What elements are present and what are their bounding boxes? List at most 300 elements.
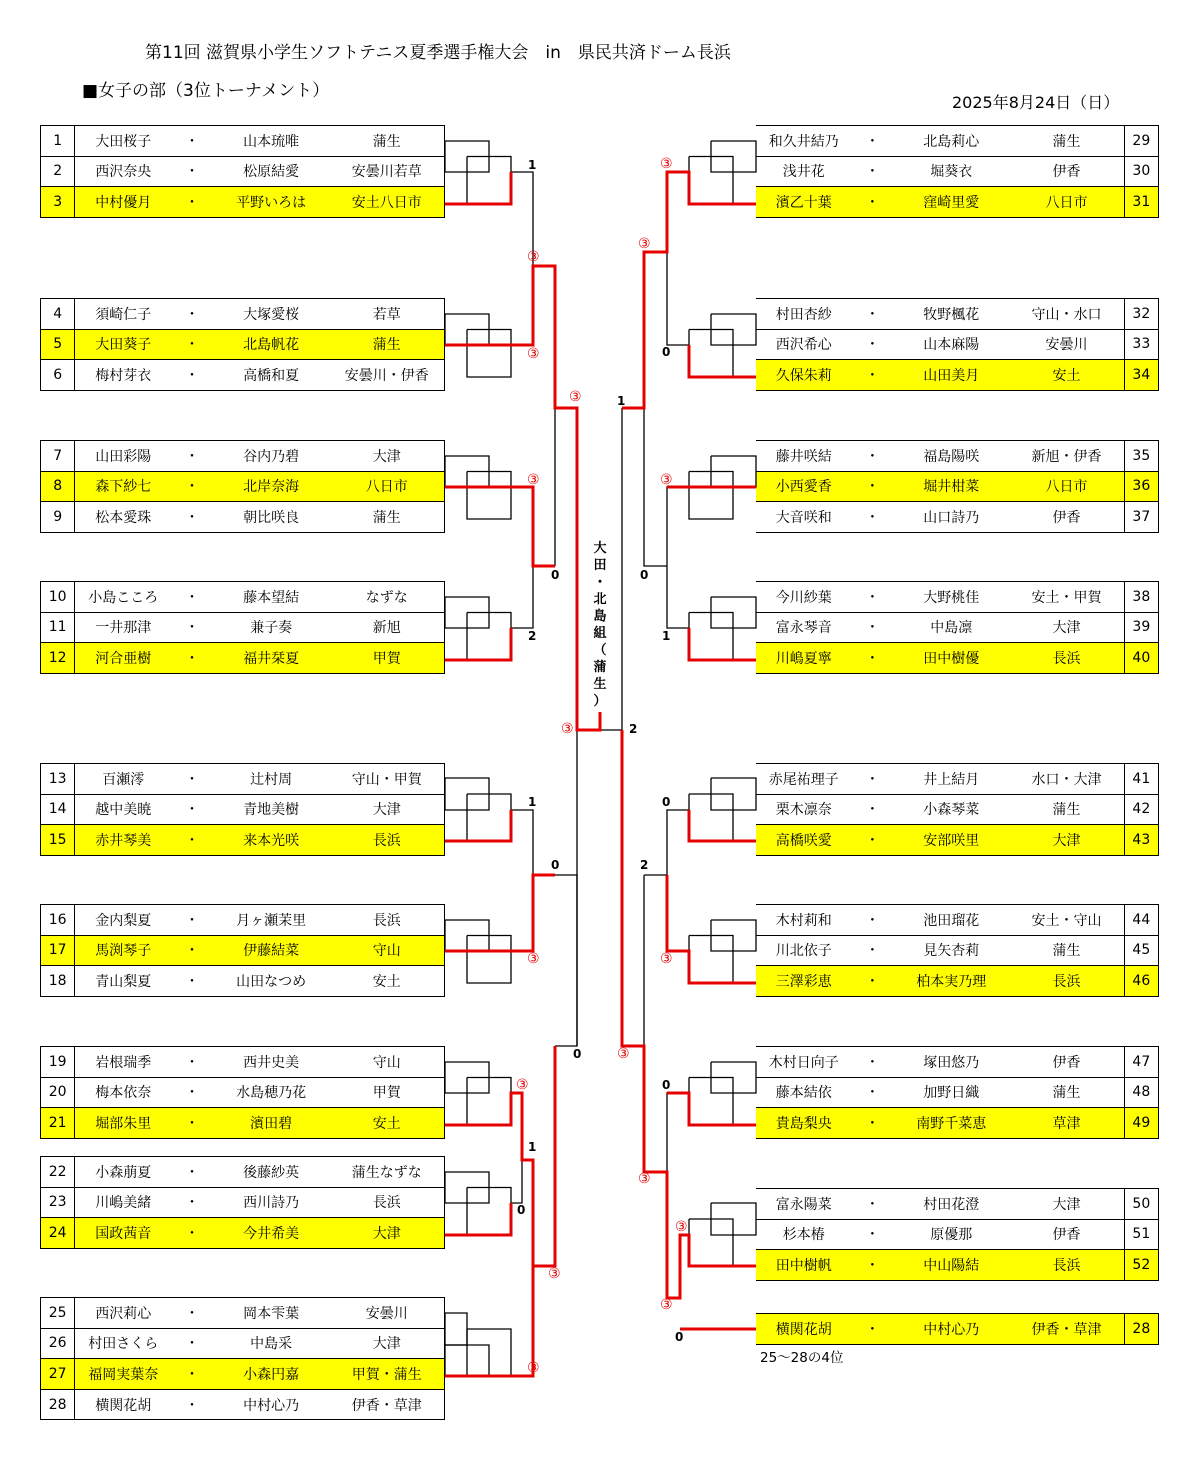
team-name: 長浜 bbox=[329, 825, 444, 856]
team-name: 長浜 bbox=[329, 905, 444, 936]
player-1: 赤尾祐理子 bbox=[756, 764, 852, 795]
player-2: 見矢杏莉 bbox=[893, 935, 1009, 966]
entry-number: 2 bbox=[41, 156, 75, 187]
player-1: 和久井結乃 bbox=[756, 126, 852, 157]
team-name: 八日市 bbox=[1009, 471, 1124, 502]
player-1: 川嶋夏寧 bbox=[756, 643, 852, 674]
bracket-line bbox=[445, 172, 511, 204]
player-1: 梅村芽衣 bbox=[75, 360, 171, 391]
bracket-line bbox=[511, 810, 533, 875]
separator: ・ bbox=[171, 502, 213, 533]
entry-number: 16 bbox=[41, 905, 75, 936]
score-circled: ③ bbox=[516, 1077, 529, 1093]
champion-char: 組 bbox=[593, 626, 607, 641]
player-2: 原優那 bbox=[893, 1219, 1009, 1250]
team-name: 安曇川 bbox=[329, 1298, 444, 1329]
bracket-line bbox=[445, 810, 511, 841]
separator: ・ bbox=[852, 1108, 894, 1139]
entry-number: 20 bbox=[41, 1077, 75, 1108]
score-label: 1 bbox=[528, 795, 537, 809]
separator: ・ bbox=[852, 126, 894, 157]
player-2: 小森琴菜 bbox=[893, 794, 1009, 825]
player-2: 今井希美 bbox=[213, 1218, 330, 1249]
team-name: 長浜 bbox=[1009, 966, 1124, 997]
team-name: 蒲生 bbox=[1009, 1077, 1124, 1108]
separator: ・ bbox=[171, 329, 213, 360]
team-name: 八日市 bbox=[1009, 187, 1124, 218]
player-2: 中山陽結 bbox=[893, 1250, 1009, 1281]
player-2: 窪崎里愛 bbox=[893, 187, 1009, 218]
player-2: 月ヶ瀬茉里 bbox=[213, 905, 330, 936]
separator: ・ bbox=[171, 1298, 213, 1329]
score-label: 2 bbox=[640, 858, 649, 872]
separator: ・ bbox=[852, 329, 894, 360]
team-name: 安曇川若草 bbox=[329, 156, 444, 187]
score-label: 1 bbox=[528, 1140, 537, 1154]
player-1: 小森萠夏 bbox=[75, 1157, 171, 1188]
score-label: 0 bbox=[517, 1203, 526, 1217]
team-name: 大津 bbox=[329, 1218, 444, 1249]
champion-char: ） bbox=[593, 694, 607, 709]
score-label: 0 bbox=[662, 795, 671, 809]
player-1: 百瀬澪 bbox=[75, 764, 171, 795]
player-2: 安部咲里 bbox=[893, 825, 1009, 856]
separator: ・ bbox=[171, 582, 213, 613]
separator: ・ bbox=[171, 966, 213, 997]
score-circled: ③ bbox=[548, 1266, 561, 1282]
separator: ・ bbox=[852, 1189, 894, 1220]
team-name: 甲賀・蒲生 bbox=[329, 1359, 444, 1390]
player-1: 高橋咲愛 bbox=[756, 825, 852, 856]
separator: ・ bbox=[171, 471, 213, 502]
entry-number: 10 bbox=[41, 582, 75, 613]
player-1: 森下紗七 bbox=[75, 471, 171, 502]
player-1: 福岡実葉奈 bbox=[75, 1359, 171, 1390]
entry-number: 14 bbox=[41, 794, 75, 825]
event-date: 2025年8月24日（日） bbox=[952, 93, 1120, 112]
separator: ・ bbox=[171, 825, 213, 856]
player-2: 塚田悠乃 bbox=[893, 1047, 1009, 1078]
score-label: 1 bbox=[528, 158, 537, 172]
player-2: 北島莉心 bbox=[893, 126, 1009, 157]
team-name: 伊香 bbox=[1009, 1047, 1124, 1078]
bracket-line bbox=[667, 1093, 689, 1172]
separator: ・ bbox=[171, 794, 213, 825]
bracket-line bbox=[644, 810, 689, 875]
entry-number: 39 bbox=[1124, 612, 1158, 643]
entry-number: 22 bbox=[41, 1157, 75, 1188]
separator: ・ bbox=[852, 966, 894, 997]
separator: ・ bbox=[852, 1047, 894, 1078]
separator: ・ bbox=[171, 1157, 213, 1188]
player-2: 南野千菜恵 bbox=[893, 1108, 1009, 1139]
score-circled: ③ bbox=[660, 156, 673, 172]
separator: ・ bbox=[852, 1077, 894, 1108]
entry-number: 29 bbox=[1124, 126, 1158, 157]
separator: ・ bbox=[852, 612, 894, 643]
player-2: 柏本実乃理 bbox=[893, 966, 1009, 997]
separator: ・ bbox=[171, 764, 213, 795]
entry-number: 15 bbox=[41, 825, 75, 856]
player-1: 河合亜樹 bbox=[75, 643, 171, 674]
team-name: 蒲生 bbox=[1009, 126, 1124, 157]
team-name: なずな bbox=[329, 582, 444, 613]
entry-number: 38 bbox=[1124, 582, 1158, 613]
player-2: 後藤紗英 bbox=[213, 1157, 330, 1188]
player-2: 高橋和夏 bbox=[213, 360, 330, 391]
player-2: 井上結月 bbox=[893, 764, 1009, 795]
entry-number: 28 bbox=[41, 1389, 75, 1420]
entry-number: 8 bbox=[41, 471, 75, 502]
player-1: 須崎仁子 bbox=[75, 299, 171, 330]
bracket-line bbox=[555, 730, 577, 1046]
entry-number: 24 bbox=[41, 1218, 75, 1249]
entry-number: 11 bbox=[41, 612, 75, 643]
team-name: 新旭 bbox=[329, 612, 444, 643]
separator: ・ bbox=[852, 643, 894, 674]
score-label: 0 bbox=[573, 1047, 582, 1061]
player-2: 池田瑠花 bbox=[893, 905, 1009, 936]
champion-char: （ bbox=[593, 643, 607, 658]
team-name: 守山 bbox=[329, 935, 444, 966]
separator: ・ bbox=[171, 935, 213, 966]
player-2: 田中樹優 bbox=[893, 643, 1009, 674]
player-1: 栗木凛奈 bbox=[756, 794, 852, 825]
entry-number: 33 bbox=[1124, 329, 1158, 360]
entry-number: 13 bbox=[41, 764, 75, 795]
bracket-line bbox=[533, 487, 555, 566]
team-name: 大津 bbox=[329, 441, 444, 472]
bracket-line bbox=[445, 1313, 467, 1345]
team-name: 大津 bbox=[1009, 1189, 1124, 1220]
team-name: 大津 bbox=[1009, 612, 1124, 643]
player-1: 富永琴音 bbox=[756, 612, 852, 643]
bracket-line bbox=[445, 1046, 555, 1266]
score-label: 0 bbox=[551, 858, 560, 872]
entry-number: 37 bbox=[1124, 502, 1158, 533]
separator: ・ bbox=[852, 360, 894, 391]
separator: ・ bbox=[171, 441, 213, 472]
entry-number: 27 bbox=[41, 1359, 75, 1390]
separator: ・ bbox=[171, 905, 213, 936]
entry-number: 5 bbox=[41, 329, 75, 360]
player-1: 久保朱莉 bbox=[756, 360, 852, 391]
player-2: 福井栞夏 bbox=[213, 643, 330, 674]
score-circled: ③ bbox=[660, 951, 673, 967]
entry-number: 3 bbox=[41, 187, 75, 218]
score-circled: ③ bbox=[660, 1297, 673, 1313]
player-1: 中村優月 bbox=[75, 187, 171, 218]
player-1: 川嶋美緒 bbox=[75, 1187, 171, 1218]
player-2: 伊藤結菜 bbox=[213, 935, 330, 966]
team-name: 安曇川・伊香 bbox=[329, 360, 444, 391]
entry-number: 43 bbox=[1124, 825, 1158, 856]
bracket-line bbox=[667, 487, 689, 566]
entry-number: 31 bbox=[1124, 187, 1158, 218]
entry-number: 28 bbox=[1124, 1314, 1158, 1345]
player-2: 藤本望結 bbox=[213, 582, 330, 613]
separator: ・ bbox=[852, 156, 894, 187]
score-label: 2 bbox=[528, 629, 537, 643]
separator: ・ bbox=[171, 1328, 213, 1359]
entry-number: 9 bbox=[41, 502, 75, 533]
champion-char: 島 bbox=[593, 609, 607, 624]
score-circled: ③ bbox=[617, 1046, 630, 1062]
player-1: 西沢奈央 bbox=[75, 156, 171, 187]
team-name: 若草 bbox=[329, 299, 444, 330]
player-2: 福島陽咲 bbox=[893, 441, 1009, 472]
player-1: 梅本依奈 bbox=[75, 1077, 171, 1108]
bracket-line bbox=[644, 252, 667, 566]
team-name: 水口・大津 bbox=[1009, 764, 1124, 795]
team-name: 安土 bbox=[329, 966, 444, 997]
score-circled: ③ bbox=[527, 472, 540, 488]
bracket-line bbox=[445, 487, 555, 566]
player-2: 山田美月 bbox=[893, 360, 1009, 391]
player-1: 山田彩陽 bbox=[75, 441, 171, 472]
entry-number: 52 bbox=[1124, 1250, 1158, 1281]
bracket-line bbox=[689, 345, 756, 377]
team-name: 新旭・伊香 bbox=[1009, 441, 1124, 472]
score-circled: ③ bbox=[660, 472, 673, 488]
section-subtitle: ■女子の部（3位トーナメント） bbox=[82, 81, 330, 101]
entry-number: 18 bbox=[41, 966, 75, 997]
entry-number: 23 bbox=[41, 1187, 75, 1218]
player-2: 平野いろは bbox=[213, 187, 330, 218]
score-circled: ③ bbox=[675, 1219, 688, 1235]
entry-number: 48 bbox=[1124, 1077, 1158, 1108]
separator: ・ bbox=[171, 1359, 213, 1390]
player-1: 馬渕琴子 bbox=[75, 935, 171, 966]
player-2: 北岸奈海 bbox=[213, 471, 330, 502]
team-name: 蒲生なずな bbox=[329, 1157, 444, 1188]
player-2: 中村心乃 bbox=[213, 1389, 330, 1420]
player-1: 村田杏紗 bbox=[756, 299, 852, 330]
player-2: 加野日織 bbox=[893, 1077, 1009, 1108]
player-2: 山田なつめ bbox=[213, 966, 330, 997]
player-2: 大野桃佳 bbox=[893, 582, 1009, 613]
entry-number: 51 bbox=[1124, 1219, 1158, 1250]
champion-char: ・ bbox=[593, 575, 607, 590]
team-name: 安曇川 bbox=[1009, 329, 1124, 360]
player-1: 浅井花 bbox=[756, 156, 852, 187]
separator: ・ bbox=[852, 582, 894, 613]
player-1: 田中樹帆 bbox=[756, 1250, 852, 1281]
player-1: 貴島梨央 bbox=[756, 1108, 852, 1139]
separator: ・ bbox=[171, 1077, 213, 1108]
player-1: 西沢希心 bbox=[756, 329, 852, 360]
player-1: 国政茜音 bbox=[75, 1218, 171, 1249]
team-name: 安土 bbox=[329, 1108, 444, 1139]
player-1: 木村莉和 bbox=[756, 905, 852, 936]
player-2: 村田花澄 bbox=[893, 1189, 1009, 1220]
separator: ・ bbox=[852, 471, 894, 502]
player-1: 小西愛香 bbox=[756, 471, 852, 502]
separator: ・ bbox=[852, 825, 894, 856]
score-circled: ③ bbox=[569, 389, 582, 405]
separator: ・ bbox=[171, 1218, 213, 1249]
team-name: 大津 bbox=[329, 794, 444, 825]
player-1: 横関花胡 bbox=[756, 1314, 852, 1345]
separator: ・ bbox=[171, 187, 213, 218]
entry-number: 7 bbox=[41, 441, 75, 472]
team-name: 蒲生 bbox=[1009, 794, 1124, 825]
player-1: 藤井咲結 bbox=[756, 441, 852, 472]
entry-number: 47 bbox=[1124, 1047, 1158, 1078]
bracket-line bbox=[689, 810, 756, 841]
score-label: 1 bbox=[617, 394, 626, 408]
team-name: 守山・甲賀 bbox=[329, 764, 444, 795]
team-name: 大津 bbox=[329, 1328, 444, 1359]
score-label: 0 bbox=[662, 345, 671, 359]
entry-number: 4 bbox=[41, 299, 75, 330]
player-2: 朝比咲良 bbox=[213, 502, 330, 533]
separator: ・ bbox=[171, 299, 213, 330]
team-name: 蒲生 bbox=[329, 329, 444, 360]
player-2: 中島采 bbox=[213, 1328, 330, 1359]
champion-char: 生 bbox=[593, 677, 607, 692]
entry-number: 44 bbox=[1124, 905, 1158, 936]
player-2: 山本琉唯 bbox=[213, 126, 330, 157]
player-1: 村田さくら bbox=[75, 1328, 171, 1359]
player-2: 大塚愛桜 bbox=[213, 299, 330, 330]
team-name: 伊香・草津 bbox=[1009, 1314, 1124, 1345]
entry-number: 40 bbox=[1124, 643, 1158, 674]
player-2: 松原結愛 bbox=[213, 156, 330, 187]
player-2: 濱田碧 bbox=[213, 1108, 330, 1139]
bracket-line bbox=[667, 172, 689, 345]
player-2: 牧野楓花 bbox=[893, 299, 1009, 330]
entry-number: 36 bbox=[1124, 471, 1158, 502]
team-name: 伊香 bbox=[1009, 502, 1124, 533]
player-1: 横関花胡 bbox=[75, 1389, 171, 1420]
entry-number: 21 bbox=[41, 1108, 75, 1139]
bracket-line bbox=[689, 628, 756, 660]
player-2: 中島凛 bbox=[893, 612, 1009, 643]
score-circled: ③ bbox=[638, 1171, 651, 1187]
team-name: 蒲生 bbox=[329, 502, 444, 533]
entry-number: 42 bbox=[1124, 794, 1158, 825]
team-name: 伊香 bbox=[1009, 156, 1124, 187]
entry-number: 25 bbox=[41, 1298, 75, 1329]
player-1: 三澤彩恵 bbox=[756, 966, 852, 997]
player-2: 谷内乃碧 bbox=[213, 441, 330, 472]
player-2: 兼子奏 bbox=[213, 612, 330, 643]
score-label: 2 bbox=[629, 722, 638, 736]
entry-number: 50 bbox=[1124, 1189, 1158, 1220]
separator: ・ bbox=[852, 187, 894, 218]
separator: ・ bbox=[171, 1187, 213, 1218]
score-circled: ③ bbox=[638, 236, 651, 252]
team-name: 八日市 bbox=[329, 471, 444, 502]
score-label: 0 bbox=[551, 568, 560, 582]
score-label: 0 bbox=[662, 1078, 671, 1092]
bracket-line bbox=[445, 1203, 511, 1235]
champion-char: 田 bbox=[593, 558, 607, 573]
team-name: 守山・水口 bbox=[1009, 299, 1124, 330]
entry-number: 49 bbox=[1124, 1108, 1158, 1139]
entry-number: 26 bbox=[41, 1328, 75, 1359]
page-title: 第11回 滋賀県小学生ソフトテニス夏季選手権大会 in 県民共済ドーム長浜 bbox=[145, 43, 731, 63]
champion-char: 北 bbox=[593, 592, 607, 607]
team-name: 蒲生 bbox=[1009, 935, 1124, 966]
separator: ・ bbox=[171, 643, 213, 674]
separator: ・ bbox=[852, 935, 894, 966]
score-circled: ③ bbox=[527, 1360, 540, 1376]
entry-number: 30 bbox=[1124, 156, 1158, 187]
player-1: 堀部朱里 bbox=[75, 1108, 171, 1139]
separator: ・ bbox=[852, 1314, 894, 1345]
separator: ・ bbox=[171, 156, 213, 187]
entry-number: 45 bbox=[1124, 935, 1158, 966]
separator: ・ bbox=[852, 905, 894, 936]
player-1: 西沢莉心 bbox=[75, 1298, 171, 1329]
player-1: 岩根瑞季 bbox=[75, 1047, 171, 1078]
score-circled: ③ bbox=[561, 721, 574, 737]
player-2: 水島穂乃花 bbox=[213, 1077, 330, 1108]
player-1: 濱乙十葉 bbox=[756, 187, 852, 218]
entry-number: 41 bbox=[1124, 764, 1158, 795]
player-1: 金内梨夏 bbox=[75, 905, 171, 936]
player-2: 青地美樹 bbox=[213, 794, 330, 825]
separator: ・ bbox=[852, 441, 894, 472]
entry-number: 35 bbox=[1124, 441, 1158, 472]
player-2: 岡本雫葉 bbox=[213, 1298, 330, 1329]
entry-number: 32 bbox=[1124, 299, 1158, 330]
player-2: 山本麻陽 bbox=[893, 329, 1009, 360]
separator: ・ bbox=[171, 1108, 213, 1139]
champion-char: 大 bbox=[593, 541, 607, 556]
player-1: 松本愛珠 bbox=[75, 502, 171, 533]
bracket-line bbox=[667, 566, 689, 628]
bracket-line bbox=[445, 875, 555, 951]
separator: ・ bbox=[852, 794, 894, 825]
team-name: 大津 bbox=[1009, 825, 1124, 856]
entry-number: 19 bbox=[41, 1047, 75, 1078]
entry-number: 17 bbox=[41, 935, 75, 966]
player-2: 小森円嘉 bbox=[213, 1359, 330, 1390]
champion-char: 蒲 bbox=[593, 660, 607, 675]
team-name: 安土 bbox=[1009, 360, 1124, 391]
player-1: 青山梨夏 bbox=[75, 966, 171, 997]
bracket-line bbox=[555, 875, 577, 1046]
team-name: 蒲生 bbox=[329, 126, 444, 157]
champion-label bbox=[590, 540, 610, 710]
player-1: 越中美暁 bbox=[75, 794, 171, 825]
bracket-line bbox=[445, 628, 511, 660]
score-circled: ③ bbox=[527, 346, 540, 362]
entry-number: 6 bbox=[41, 360, 75, 391]
separator: ・ bbox=[171, 360, 213, 391]
bracket-line bbox=[667, 1093, 756, 1125]
player-1: 大田葵子 bbox=[75, 329, 171, 360]
score-label: 0 bbox=[640, 568, 649, 582]
entry-number: 12 bbox=[41, 643, 75, 674]
separator: ・ bbox=[171, 1389, 213, 1420]
team-name: 甲賀 bbox=[329, 643, 444, 674]
score-label: 0 bbox=[675, 1330, 684, 1344]
separator: ・ bbox=[852, 1250, 894, 1281]
player-1: 今川紗葉 bbox=[756, 582, 852, 613]
team-name: 守山 bbox=[329, 1047, 444, 1078]
team-name: 伊香・草津 bbox=[329, 1389, 444, 1420]
player-1: 小島こころ bbox=[75, 582, 171, 613]
player-1: 富永陽菜 bbox=[756, 1189, 852, 1220]
bracket-line bbox=[511, 1160, 522, 1203]
entry-number: 46 bbox=[1124, 966, 1158, 997]
entry-number: 1 bbox=[41, 126, 75, 157]
player-2: 山口詩乃 bbox=[893, 502, 1009, 533]
